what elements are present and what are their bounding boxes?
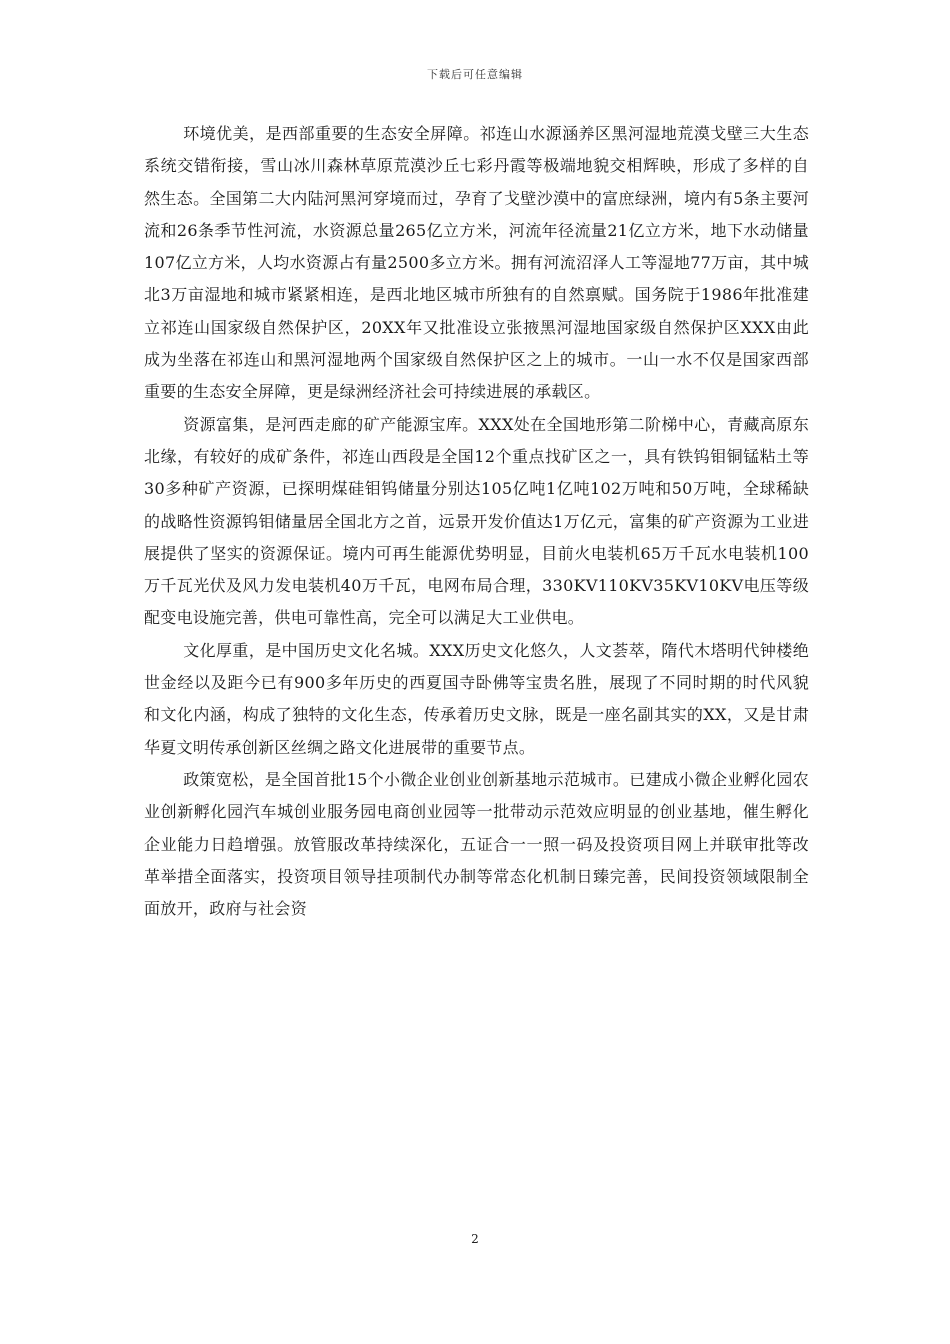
page-header-note: 下载后可任意编辑 [427,68,523,81]
document-body [144,118,809,925]
paragraph-culture: 文化厚重，是中国历史文化名城。XXX历史文化悠久，人文荟萃，隋代木塔明代钟楼绝世金经以及距今已有900多年历史的西夏国寺卧佛等宝贵名胜，展现了不同时期的时代风貌和文化内涵，构成了独特的文化生态，传承着历史文脉，既是一座名副其实的XX，又是甘肃华夏文明传承创新区丝绸之路文化进展带的重要节点。 [144,640,809,757]
page-number: 2 [471,1232,479,1246]
paragraph-policy: 政策宽松，是全国首批15个小微企业创业创新基地示范城市。已建成小微企业孵化园农业创新孵化园汽车城创业服务园电商创业园等一批带动示范效应明显的创业基地，催生孵化企业能力日趋增强。放管服改革持续深化，五证合一一照一码及投资项目网上并联审批等改革举措全面落实，投资项目领导挂项制代办制等常态化机制日臻完善，民间投资领域限制全面放开，政府与社会资 [144,769,809,919]
paragraph-environment: 环境优美，是西部重要的生态安全屏障。祁连山水源涵养区黑河湿地荒漠戈壁三大生态系统交错衔接，雪山冰川森林草原荒漠沙丘七彩丹霞等极端地貌交相辉映，形成了多样的自然生态。全国第二大内陆河黑河穿境而过，孕育了戈壁沙漠中的富庶绿洲，境内有5条主要河流和26条季节性河流，水资源总量265亿立方米，河流年径流量21亿立方米，地下水动储量107亿立方米，人均水资源占有量2500多立方米。拥有河流沼泽人工等湿地77万亩，其中城北3万亩湿地和城市紧紧相连，是西北地区城市所独有的自然禀赋。国务院于1986年批准建立祁连山国家级自然保护区，20XX年又批准设立张掖黑河湿地国家级自然保护区XXX由此成为坐落在祁连山和黑河湿地两个国家级自然保护区之上的城市。一山一水不仅是国家西部重要的生态安全屏障，更是绿洲经济社会可持续进展的承载区。 [144,124,809,402]
paragraph-resources: 资源富集，是河西走廊的矿产能源宝库。XXX处在全国地形第二阶梯中心，青藏高原东北缘，有较好的成矿条件，祁连山西段是全国12个重点找矿区之一，具有铁钨钼铜锰粘土等30多种矿产资源，已探明煤硅钼钨储量分别达105亿吨1亿吨102万吨和50万吨，全球稀缺的战略性资源钨钼储量居全国北方之首，远景开发价值达1万亿元，富集的矿产资源为工业进展提供了坚实的资源保证。境内可再生能源优势明显，目前火电装机65万千瓦水电装机100万千瓦光伏及风力发电装机40万千瓦，电网布局合理，330KV110KV35KV10KV电压等级配变电设施完善，供电可靠性高，完全可以满足大工业供电。 [144,414,809,628]
